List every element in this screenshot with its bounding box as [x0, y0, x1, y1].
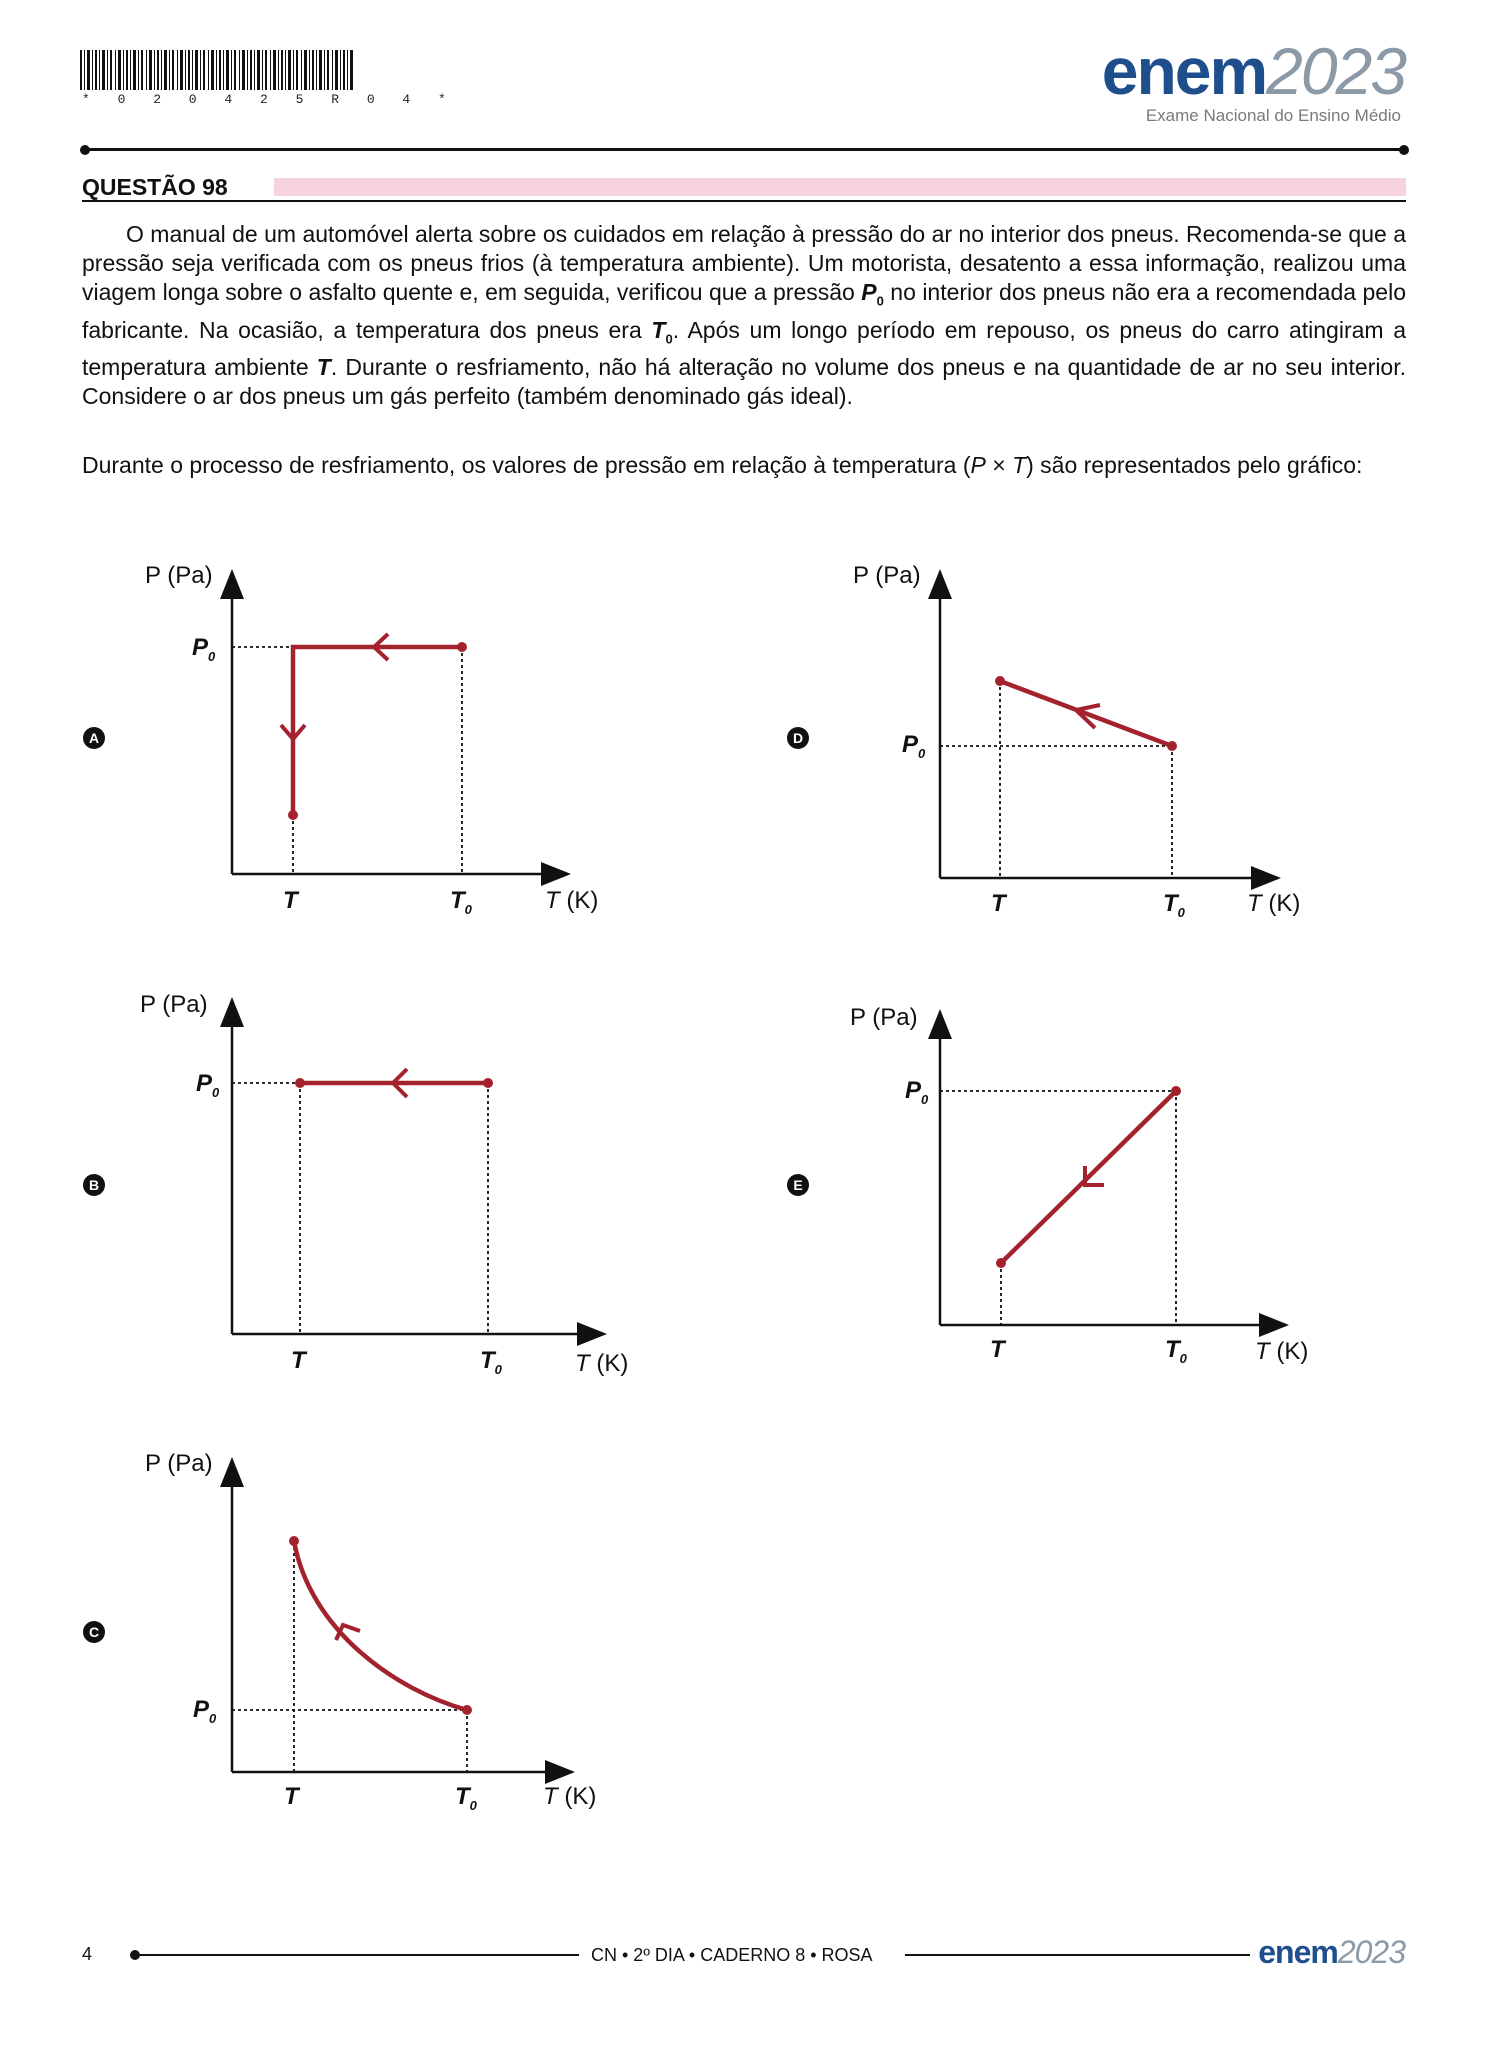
c-tick-t0: $T_0$ — [455, 1783, 477, 1813]
d-p0-label: $P_0$ — [902, 731, 926, 761]
question-paragraph-2: Durante o processo de resfriamento, os valores de pressão em relação à temperatura (P × T) são representados pelo gráfico: — [82, 452, 1363, 478]
question-title: QUESTÃO 98 — [82, 174, 228, 200]
d-tick-t: T — [991, 890, 1006, 917]
option-a-badge[interactable]: A — [83, 727, 105, 749]
c-tick-t: T — [284, 1783, 299, 1810]
footer-caption: CN • 2º DIA • CADERNO 8 • ROSA — [591, 1945, 873, 1965]
option-d-badge[interactable]: D — [787, 727, 809, 749]
option-e-badge[interactable]: E — [787, 1174, 809, 1196]
e-x-label: T (K) — [1255, 1338, 1309, 1365]
barcode-text: * 0 2 0 4 2 5 R 0 4 * — [82, 92, 456, 107]
c-p0-label: $P_0$ — [193, 1696, 217, 1726]
footer-enem-logo: enem2023 — [1258, 1934, 1405, 1970]
b-p0-label: $P_0$ — [196, 1070, 220, 1100]
option-c-badge[interactable]: C — [83, 1621, 105, 1643]
footer-rule-right — [905, 1954, 1250, 1956]
option-b-badge[interactable]: B — [83, 1174, 105, 1196]
enem-logo: enem2023 — [1101, 34, 1405, 108]
a-tick-t: T — [283, 887, 298, 914]
b-x-label: T (K) — [575, 1350, 629, 1377]
b-y-label: P (Pa) — [140, 991, 208, 1018]
b-tick-t: T — [291, 1347, 306, 1374]
footer-rule-left — [134, 1954, 579, 1956]
a-x-label: T (K) — [545, 887, 599, 914]
a-tick-t0: $T_0$ — [450, 887, 472, 917]
b-tick-t0: $T_0$ — [480, 1347, 502, 1377]
logo-subtitle: Exame Nacional do Ensino Médio — [1145, 106, 1401, 125]
c-y-label: P (Pa) — [145, 1450, 213, 1477]
a-y-label: P (Pa) — [145, 562, 213, 589]
page-number: 4 — [82, 1944, 93, 1964]
e-p0-label: $P_0$ — [905, 1077, 929, 1107]
d-y-label: P (Pa) — [853, 562, 921, 589]
e-tick-t: T — [990, 1336, 1005, 1363]
c-x-label: T (K) — [543, 1783, 597, 1810]
a-p0-label: $P_0$ — [192, 634, 216, 664]
d-tick-t0: $T_0$ — [1163, 890, 1185, 920]
e-y-label: P (Pa) — [850, 1004, 918, 1031]
question-paragraph-1: O manual de um automóvel alerta sobre os cuidados em relação à pressão do ar no interior dos pneus. Recomenda-se que a pressão seja verificada com os pneus frios (à temperatura ambiente). Um motorista, desatento a essa informação, realizou uma viagem longa sobre o asfalto quente e, em seguida, verificou que a pressão $P_0$ no interior dos pneus não era a recomendada pelo fabricante. Na ocasião, a temperatura dos pneus era $T_0$. Após um longo período em repouso, os pneus do carro atingiram a temperatura ambiente T. Durante o resfriamento, não há alteração no volume dos pneus e na quantidade de ar no seu interior. Considere o ar dos pneus um gás perfeito (também denominado gás ideal). — [82, 221, 1406, 410]
e-tick-t0: $T_0$ — [1165, 1336, 1187, 1366]
d-x-label: T (K) — [1247, 890, 1301, 917]
